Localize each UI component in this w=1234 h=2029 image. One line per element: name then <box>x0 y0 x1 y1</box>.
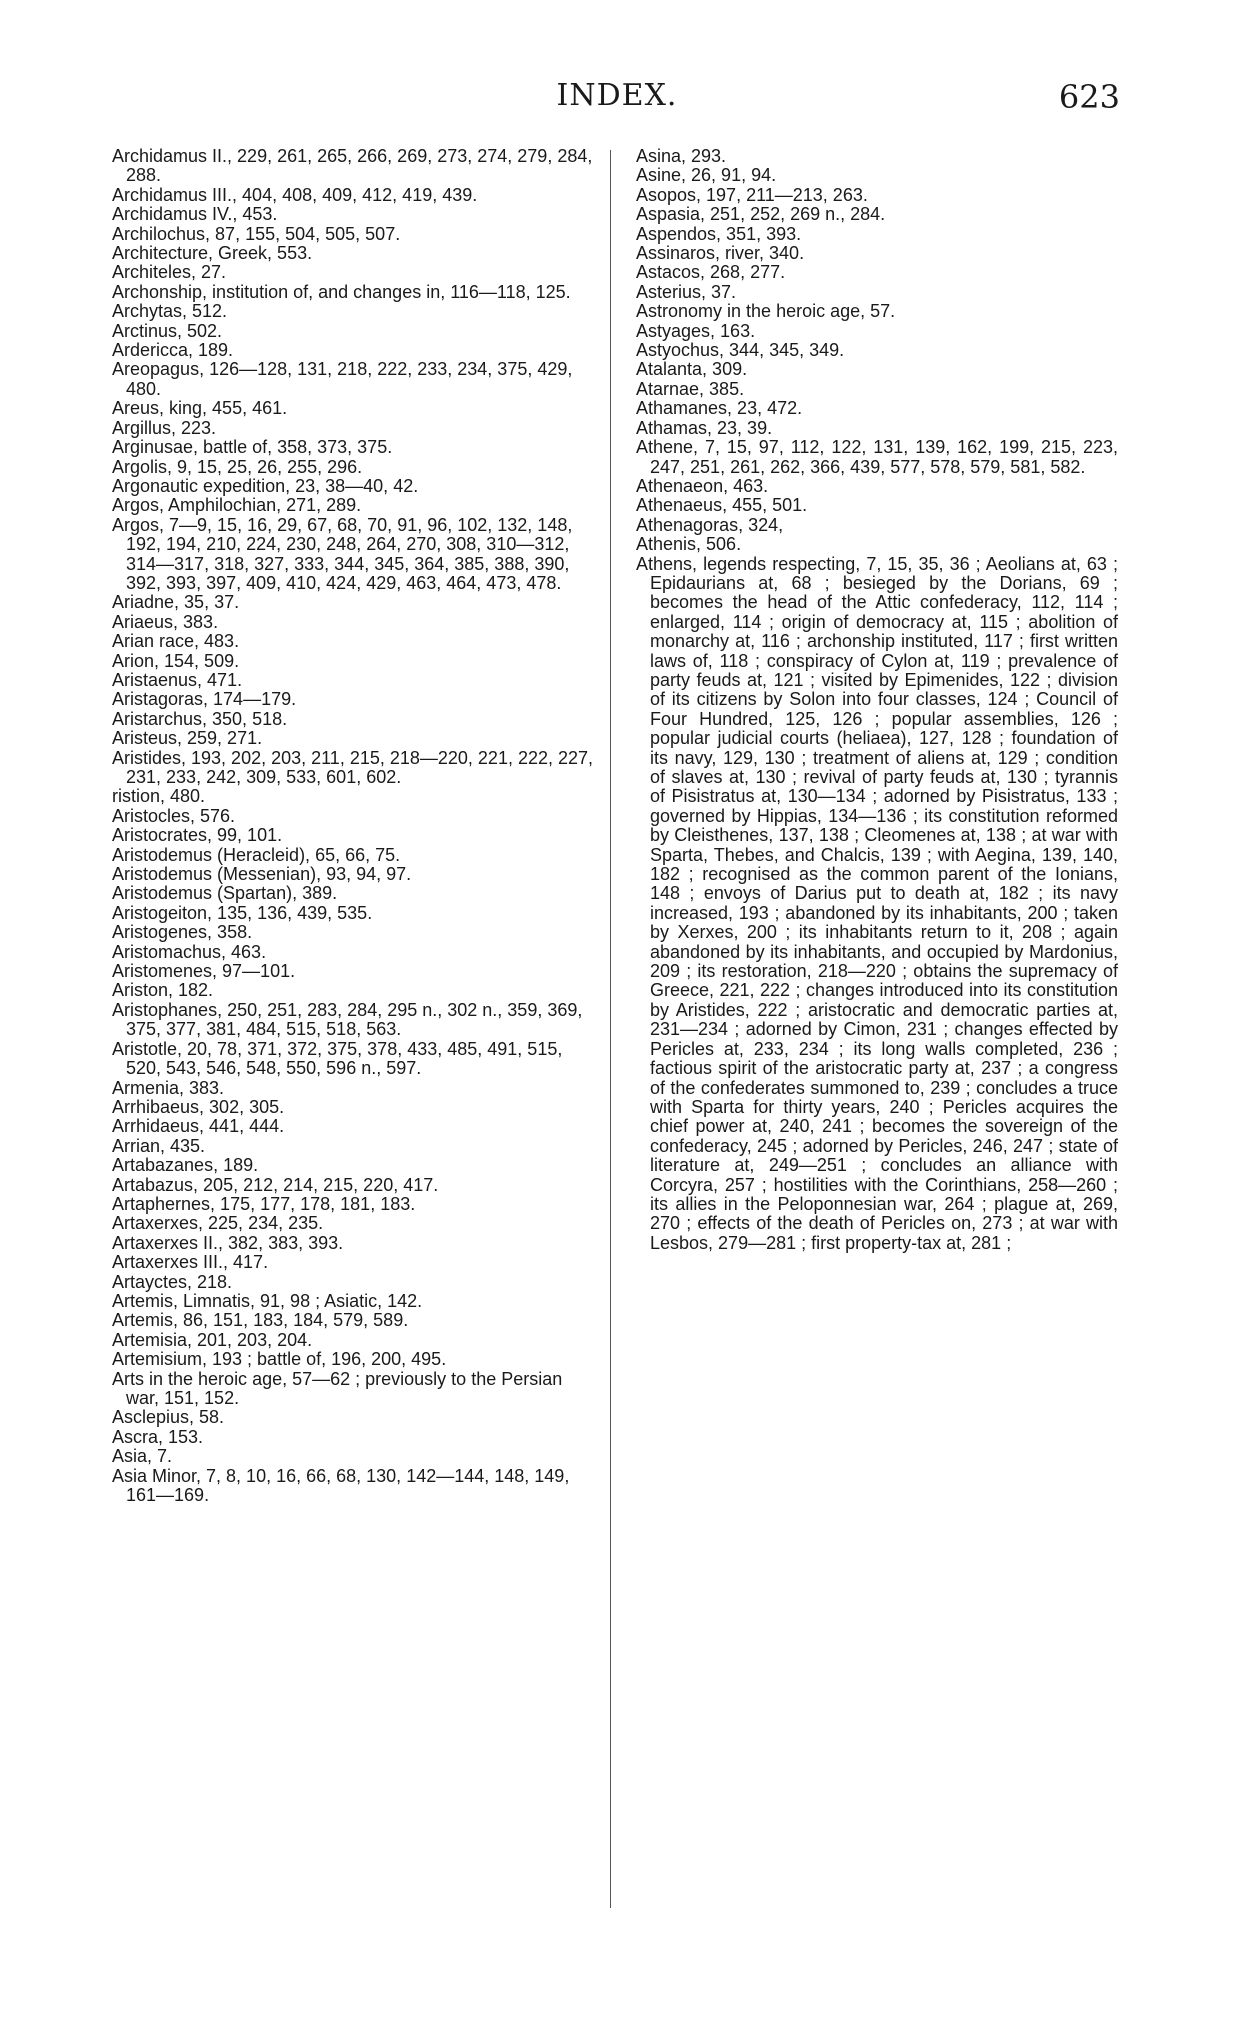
index-entry: Athenagoras, 324, <box>636 514 784 535</box>
index-entry: Astronomy in the heroic age, 57. <box>636 301 896 322</box>
index-entry: Artaphernes, 175, 177, 178, 181, 183. <box>112 1193 416 1214</box>
page-number: 623 <box>1058 78 1120 116</box>
index-entry: Athamas, 23, 39. <box>636 417 773 438</box>
index-entry: Aristophanes, 250, 251, 283, 284, 295 n., 302 n., 359, 369, 375, 377, 381, 484, 515, 518, 563. <box>112 999 583 1040</box>
index-entry: Aristodemus (Heracleid), 65, 66, 75. <box>112 844 401 865</box>
index-entry: Artaxerxes III., 417. <box>112 1252 269 1273</box>
index-entry: Aristarchus, 350, 518. <box>112 708 288 729</box>
index-entry: Artaxerxes, 225, 234, 235. <box>112 1213 324 1234</box>
index-entry: Archidamus IV., 453. <box>112 204 278 225</box>
index-entry: Archonship, institution of, and changes in, 116—118, 125. <box>112 281 571 302</box>
index-entry: Architecture, Greek, 553. <box>112 243 313 264</box>
index-entry: Argos, Amphilochian, 271, 289. <box>112 495 362 516</box>
index-entry: Ariston, 182. <box>112 980 214 1001</box>
column-divider <box>610 150 611 1908</box>
index-entry: Asia Minor, 7, 8, 10, 16, 66, 68, 130, 142—144, 148, 149, 161—169. <box>112 1465 570 1506</box>
index-entry: Aristeus, 259, 271. <box>112 728 263 749</box>
index-entry: Athenaeon, 463. <box>636 475 769 496</box>
index-entry: Artayctes, 218. <box>112 1271 233 1292</box>
index-entry: Asopos, 197, 211—213, 263. <box>636 184 868 205</box>
index-entry: Asterius, 37. <box>636 281 737 302</box>
index-entry: Aristodemus (Spartan), 389. <box>112 883 338 904</box>
index-entry: Areus, king, 455, 461. <box>112 398 288 419</box>
index-entry: Athenis, 506. <box>636 534 742 555</box>
index-entry: Argos, 7—9, 15, 16, 29, 67, 68, 70, 91, 96, 102, 132, 148, 192, 194, 210, 224, 230, 248, 264, 270, 308, 310—312, 314—317, 318, 327, 333, 344, 345, 364, 385, 388, 390, 392, 393, 397, 409, 410, 424, 429, 463, 464, 473, 478. <box>112 514 573 593</box>
index-entry: Artemis, Limnatis, 91, 98 ; Asiatic, 142. <box>112 1290 423 1311</box>
index-entry: Asina, 293. <box>636 146 727 166</box>
index-entry: Aristocrates, 99, 101. <box>112 825 283 846</box>
index-entry: Astyages, 163. <box>636 320 756 341</box>
index-entry: Armenia, 383. <box>112 1077 225 1098</box>
index-entry: Areopagus, 126—128, 131, 218, 222, 233, 234, 375, 429, 480. <box>112 359 573 399</box>
index-entry: Ardericca, 189. <box>112 340 234 361</box>
page-header <box>0 78 1234 128</box>
index-entry: Architeles, 27. <box>112 262 227 283</box>
index-entry: Asine, 26, 91, 94. <box>636 165 777 186</box>
index-entry: Athamanes, 23, 472. <box>636 398 803 419</box>
index-entry: Arrhidaeus, 441, 444. <box>112 1116 285 1137</box>
index-entry: Aristomenes, 97—101. <box>112 961 296 982</box>
index-entry: Asclepius, 58. <box>112 1407 225 1428</box>
index-entry: Arts in the heroic age, 57—62 ; previously to the Persian war, 151, 152. <box>112 1368 563 1408</box>
index-entry: Archidamus III., 404, 408, 409, 412, 419, 439. <box>112 184 478 205</box>
index-entry: Archidamus II., 229, 261, 265, 266, 269, 273, 274, 279, 284, 288. <box>112 146 593 186</box>
index-entry: Artemisia, 201, 203, 204. <box>112 1329 313 1350</box>
index-entry: Athene, 7, 15, 97, 112, 122, 131, 139, 162, 199, 215, 223, 247, 251, 261, 262, 366, 439, 577, 578, 579, 581, 582. <box>636 437 1118 477</box>
index-entry: Athens, legends respecting, 7, 15, 35, 36 ; Aeolians at, 63 ; Epidaurians at, 68 ; besieged by the Dorians, 69 ; becomes the head of the Attic confederacy, 112, 114 ; enlarged, 114 ; origin of democracy at, 115 ; abolition of monarchy at, 116 ; archonship instituted, 117 ; first written laws of, 118 ; conspiracy of Cylon at, 119 ; prevalence of party feuds at, 121 ; visited by Epimenides, 122 ; division of its citizens by Solon into four classes, 124 ; Council of Four Hundred, 125, 126 ; popular assemblies, 126 ; popular judicial courts (heliaea), 127, 128 ; foundation of its navy, 129, 130 ; treatment of aliens at, 129 ; condition of slaves at, 130 ; revival of party feuds at, 130 ; tyrannis of Pisistratus at, 130—134 ; adorned by Pisistratus, 133 ; governed by Hippias, 134—136 ; its constitution reformed by Cleisthenes, 137, 138 ; Cleomenes at, 138 ; at war with Sparta, Thebes, and Chalcis, 139 ; with Aegina, 139, 140, 182 ; recognised as the common parent of the Ionians, 148 ; envoys of Darius put to death at, 182 ; its navy increased, 193 ; abandoned by its inhabitants, 200 ; taken by Xerxes, 200 ; its inhabitants return to it, 208 ; again abandoned by its inhabitants, and occupied by Mardonius, 209 ; its restoration, 218—220 ; obtains the supremacy of Greece, 221, 222 ; changes introduced into its constitution by Aristides, 222 ; aristocratic and democratic parties at, 231—234 ; adorned by Cimon, 231 ; changes effected by Pericles at, 233, 234 ; its long walls completed, 236 ; factious spirit of the aristocratic party at, 237 ; a congress of the confederates summoned to, 239 ; concludes a truce with Sparta for thirty years, 240 ; Pericles acquires the chief power at, 240, 241 ; becomes the sovereign of the confederacy, 245 ; adorned by Pericles, 246, 247 ; state of literature at, 249—251 ; concludes an alliance with Corcyra, 257 ; hostilities with the Corinthians, 258—260 ; its allies in the Peloponnesian war, 264 ; plague at, 269, 270 ; effects of the death of Pericles on, 273 ; at war with Lesbos, 279—281 ; first property-tax at, 281 ; <box>636 553 1118 1253</box>
index-entry: Aristotle, 20, 78, 371, 372, 375, 378, 433, 485, 491, 515, 520, 543, 546, 548, 550, 596 n., 597. <box>112 1038 563 1079</box>
index-entry: Aristodemus (Messenian), 93, 94, 97. <box>112 864 412 885</box>
index-entry: Ascra, 153. <box>112 1426 204 1447</box>
index-entry: Arrian, 435. <box>112 1135 206 1156</box>
index-column-right <box>636 147 1118 1253</box>
index-entry: Archilochus, 87, 155, 504, 505, 507. <box>112 223 401 244</box>
index-entry: Artemis, 86, 151, 183, 184, 579, 589. <box>112 1310 409 1331</box>
index-entry: Argolis, 9, 15, 25, 26, 255, 296. <box>112 456 363 477</box>
index-entry: Arian race, 483. <box>112 631 240 652</box>
index-entry: Asia, 7. <box>112 1446 173 1467</box>
index-entry: Aristocles, 576. <box>112 805 236 826</box>
index-entry: Arion, 154, 509. <box>112 650 240 671</box>
index-entry: Artemisium, 193 ; battle of, 196, 200, 495. <box>112 1349 447 1370</box>
index-entry: ristion, 480. <box>112 786 206 807</box>
index-entry: Aristogenes, 358. <box>112 922 253 943</box>
index-entry: Ariadne, 35, 37. <box>112 592 240 613</box>
index-entry: Archytas, 512. <box>112 301 228 322</box>
index-entry: Ariaeus, 383. <box>112 611 219 632</box>
index-entry: Artaxerxes II., 382, 383, 393. <box>112 1232 344 1253</box>
index-entry: Aristomachus, 463. <box>112 941 267 962</box>
index-entry: Argillus, 223. <box>112 417 217 438</box>
index-entry: Artabazus, 205, 212, 214, 215, 220, 417. <box>112 1174 439 1195</box>
index-entry: Arrhibaeus, 302, 305. <box>112 1096 285 1117</box>
page-title: INDEX. <box>556 78 678 113</box>
index-entry: Astyochus, 344, 345, 349. <box>636 340 845 361</box>
index-entry: Aristagoras, 174—179. <box>112 689 297 710</box>
index-entry: Aristaenus, 471. <box>112 669 243 690</box>
index-entry: Artabazanes, 189. <box>112 1155 259 1176</box>
index-entry: Argonautic expedition, 23, 38—40, 42. <box>112 475 419 496</box>
index-entry: Arginusae, battle of, 358, 373, 375. <box>112 437 393 458</box>
index-entry: Arctinus, 502. <box>112 320 223 341</box>
index-column-left <box>112 147 598 1505</box>
index-entry: Aristogeiton, 135, 136, 439, 535. <box>112 902 373 923</box>
index-entry: Athenaeus, 455, 501. <box>636 495 808 516</box>
index-entry: Atalanta, 309. <box>636 359 748 380</box>
index-entry: Astacos, 268, 277. <box>636 262 786 283</box>
index-entry: Assinaros, river, 340. <box>636 243 805 264</box>
index-entry: Aspasia, 251, 252, 269 n., 284. <box>636 204 886 225</box>
index-entry: Aristides, 193, 202, 203, 211, 215, 218—220, 221, 222, 227, 231, 233, 242, 309, 533, 601, 602. <box>112 747 594 787</box>
index-entry: Atarnae, 385. <box>636 378 745 399</box>
index-entry: Aspendos, 351, 393. <box>636 223 802 244</box>
